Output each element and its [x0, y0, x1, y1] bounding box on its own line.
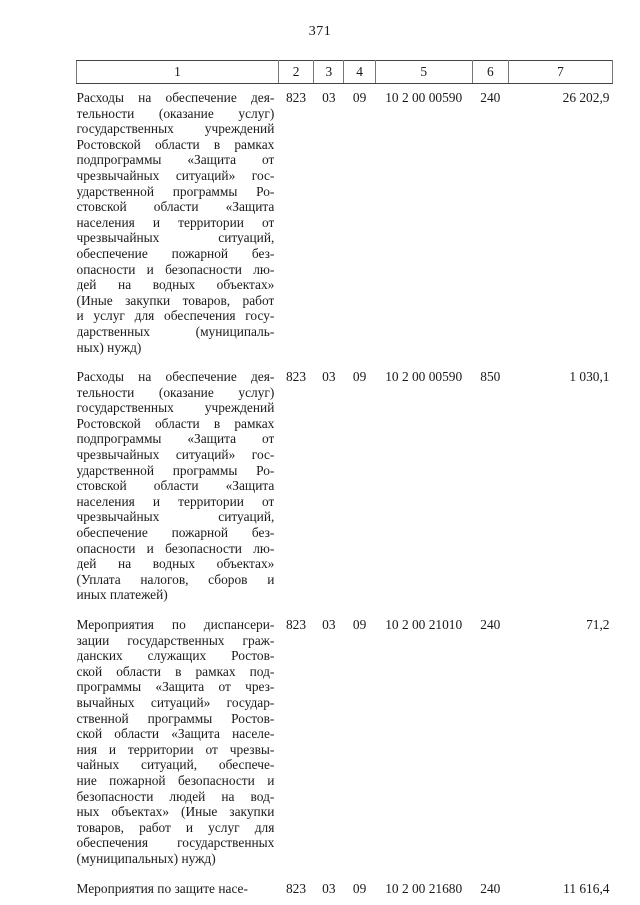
target-item-code: 10 2 00 21010 [385, 617, 463, 632]
target-item-code: 10 2 00 00590 [385, 369, 463, 385]
description-line: дей на водных объектах» [76, 277, 275, 293]
description-line: Мероприятия по диспансери- [76, 617, 275, 632]
ministry-code: 823 [285, 880, 307, 896]
table-row [77, 84, 613, 356]
amount: 71,2 [586, 617, 610, 632]
description-line: чайных ситуаций, обеспече- [76, 757, 275, 773]
description-line: (Иные закупки товаров, работ [76, 292, 275, 308]
section-code: 03 [322, 369, 336, 385]
description-line: тельности (оказание услуг) [76, 384, 275, 400]
description-line: стовской области «Защита [76, 199, 275, 215]
description-line: вычайных ситуаций» государ- [76, 694, 275, 710]
description-line: стовской области «Защита [76, 478, 275, 494]
amount: 11 616,4 [563, 880, 610, 896]
description-line: подпрограммы «Защита от [76, 431, 275, 447]
amount: 1 030,1 [569, 369, 610, 385]
description-line: обеспечение пожарной без- [76, 245, 275, 261]
description-line: Расходы на обеспечение дея- [76, 90, 275, 105]
column-header-2: 2 [278, 61, 313, 84]
description-line: Расходы на обеспечение дея- [76, 369, 275, 385]
column-header-5: 5 [375, 61, 472, 84]
description-line: тельности (оказание услуг) [76, 105, 275, 121]
section-code: 03 [322, 90, 336, 105]
description-line: (Уплата налогов, сборов и [76, 571, 275, 587]
description-line: чрезвычайных ситуаций, [76, 230, 275, 246]
description-line: чрезвычайных ситуаций, [76, 509, 275, 525]
description-line: ния и территории от чрезвы- [76, 741, 275, 757]
description-line: иных платежей) [76, 587, 168, 603]
description-line: ных объектах» (Иные закупки [76, 804, 275, 820]
expense-description [77, 603, 279, 867]
description-line: зации государственных граж- [76, 632, 275, 648]
description-line: подпрограммы «Защита от [76, 152, 275, 168]
description-line: ской области «Защита населе- [76, 726, 275, 742]
subsection-code: 09 [352, 617, 367, 632]
column-header-1: 1 [77, 61, 279, 84]
expense-type-code: 240 [480, 617, 501, 632]
description-line: ственной программы Ростов- [76, 710, 275, 726]
table-header-row [77, 61, 613, 84]
expense-description [77, 867, 279, 897]
description-line: ние пожарной безопасности и [76, 772, 275, 788]
ministry-code: 823 [285, 617, 307, 632]
description-line: и услуг для обеспечения госу- [76, 308, 275, 324]
description-line: обеспечение пожарной без- [76, 525, 275, 541]
description-line: Ростовской области в рамках [76, 415, 275, 431]
description-line: населения и территории от [76, 493, 275, 509]
amount: 26 202,9 [562, 90, 610, 105]
description-line: ской области в рамках под- [76, 663, 275, 679]
subsection-code: 09 [352, 880, 367, 896]
section-code: 03 [322, 617, 336, 632]
expense-description [77, 355, 279, 603]
column-header-4: 4 [344, 61, 375, 84]
subsection-code: 09 [352, 369, 367, 385]
subsection-code: 09 [352, 90, 367, 105]
description-line: (муниципальных) нужд) [76, 850, 216, 866]
expense-type-code: 850 [480, 369, 501, 385]
expense-description [77, 84, 279, 356]
section-code: 03 [322, 880, 336, 896]
description-line: чрезвычайных ситуаций» гос- [76, 447, 275, 463]
description-line: дей на водных объектах» [76, 556, 275, 572]
ministry-code: 823 [285, 369, 307, 385]
description-line: программы «Защита от чрез- [76, 679, 275, 695]
column-header-7: 7 [508, 61, 612, 84]
table-row [77, 355, 613, 603]
description-line: Мероприятия по защите насе- [76, 880, 248, 896]
description-line: ударственной программы Ро- [76, 183, 275, 199]
description-line: государственных учреждений [76, 121, 275, 137]
target-item-code: 10 2 00 21680 [385, 880, 463, 896]
ministry-code: 823 [285, 90, 307, 105]
description-line: данских служащих Ростов- [76, 648, 275, 664]
description-line: безопасности людей на вод- [76, 788, 275, 804]
description-line: ударственной программы Ро- [76, 462, 275, 478]
table-row [77, 867, 613, 897]
description-line: дарственных (муниципаль- [76, 323, 275, 339]
description-line: обеспечения государственных [76, 835, 275, 851]
description-line: государственных учреждений [76, 400, 275, 416]
description-line: чрезвычайных ситуаций» гос- [76, 167, 275, 183]
description-line: Ростовской области в рамках [76, 136, 275, 152]
column-header-6: 6 [472, 61, 508, 84]
description-line: ных) нужд) [76, 339, 142, 355]
expense-type-code: 240 [480, 880, 501, 896]
table-row [77, 603, 613, 867]
budget-table [76, 60, 613, 896]
target-item-code: 10 2 00 00590 [385, 90, 463, 105]
description-line: товаров, работ и услуг для [76, 819, 275, 835]
description-line: населения и территории от [76, 214, 275, 230]
table-body [77, 84, 613, 897]
expense-type-code: 240 [480, 90, 501, 105]
description-line: опасности и безопасности лю- [76, 540, 275, 556]
description-line: опасности и безопасности лю- [76, 261, 275, 277]
column-header-3: 3 [314, 61, 344, 84]
page-number: 371 [308, 24, 332, 39]
